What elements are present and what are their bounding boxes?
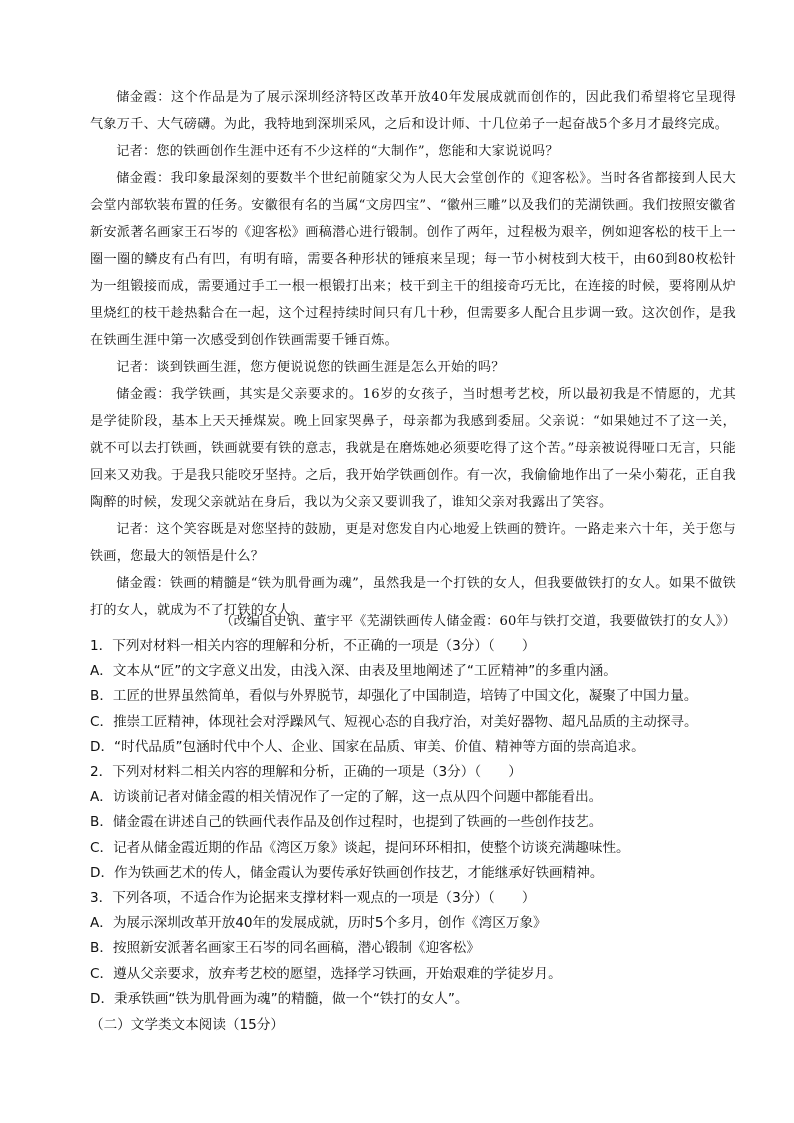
question-option: B．工匠的世界虽然简单，看似与外界脱节，却强化了中国制造，培铸了中国文化，凝聚了中国力量。 xyxy=(90,688,698,705)
question-option: C．遵从父亲要求，放弃考艺校的愿望，选择学习铁画，开始艰难的学徒岁月。 xyxy=(90,965,562,982)
question-option: D．作为铁画艺术的传人，储金霞认为要传承好铁画创作技艺，才能继承好铁画精神。 xyxy=(90,864,604,881)
interview-paragraph: 储金霞：铁画的精髓是“铁为肌骨画为魂”，虽然我是一个打铁的女人，但我要做铁打的女人。如果不做铁打的女人，就成为不了打铁的女人。 xyxy=(90,576,736,618)
interview-paragraph: 记者：这个笑容既是对您坚持的鼓励，更是对您发自内心地爱上铁画的赞许。一路走来六十年，关于您与铁画，您最大的领悟是什么？ xyxy=(90,522,736,564)
question-option: A．访谈前记者对储金霞的相关情况作了一定的了解，这一点从四个问题中都能看出。 xyxy=(90,789,603,806)
interview-paragraph: 记者：谈到铁画生涯，您方便说说您的铁画生涯是怎么开始的吗？ xyxy=(116,360,505,375)
question-option: A．文本从“匠”的文字意义出发，由浅入深、由表及里地阐述了“工匠精神”的多重内涵。 xyxy=(90,663,617,680)
interview-text xyxy=(90,84,736,624)
question-stem: 2．下列对材料二相关内容的理解和分析，正确的一项是（3分）（ ） xyxy=(90,764,522,781)
question-option: D．“时代品质”包涵时代中个人、企业、国家在品质、审美、价值、精神等方面的崇高追求。 xyxy=(90,738,645,755)
question-option: C．记者从储金霞近期的作品《湾区万象》谈起，提问环环相扣，使整个访谈充满趣味性。 xyxy=(90,839,630,856)
section-heading: （二）文学类文本阅读（15分） xyxy=(90,1017,285,1033)
source-citation: （改编自史钒、董宇平《芜湖铁画传人储金霞：60年与铁打交道，我要做铁打的女人》） xyxy=(220,614,736,629)
interview-paragraph: 记者：您的铁画创作生涯中还有不少这样的“大制作”，您能和大家说说吗？ xyxy=(116,144,559,159)
question-list xyxy=(90,634,740,1012)
interview-paragraph: 储金霞：这个作品是为了展示深圳经济特区改革开放40年发展成就而创作的，因此我们希望将它呈现得气象万千、大气磅礴。为此，我特地到深圳采风，之后和设计师、十几位弟子一起奋战5个多月才最终完成。 xyxy=(90,90,736,132)
question-option: A．为展示深圳改革开放40年的发展成就，历时5个多月，创作《湾区万象》 xyxy=(90,915,547,932)
question-option: B．按照新安派著名画家王石岑的同名画稿，潜心锻制《迎客松》 xyxy=(90,940,480,957)
question-option: B．储金霞在讲述自己的铁画代表作品及创作过程时，也提到了铁画的一些创作技艺。 xyxy=(90,814,603,831)
question-stem: 3．下列各项，不适合作为论据来支撑材料一观点的一项是（3分）（ ） xyxy=(90,890,536,907)
question-option: D．秉承铁画“铁为肌骨画为魂”的精髓，做一个“铁打的女人”。 xyxy=(90,990,469,1007)
question-stem: 1．下列对材料一相关内容的理解和分析，不正确的一项是（3分）（ ） xyxy=(90,638,536,654)
interview-paragraph: 储金霞：我印象最深刻的要数半个世纪前随家父为人民大会堂创作的《迎客松》。当时各省都接到人民大会堂内部软装布置的任务。安徽很有名的当属“文房四宝”、“徽州三雕”以及我们的芜湖铁画。我们按照安徽省新安派著名画家王石岑的《迎客松》画稿潜心进行锻制。创作了两年，过程极为艰辛，例如迎客松的枝干上一圈一圈的鳞皮有凸有凹，有明有暗，需要各种形状的锤痕来呈现；每一节小树枝到大枝干，由60到80枚松针为一组锻接而成，需要通过手工一根一根锻打出来；枝干到主干的组接奇巧无比，在连接的时候，要将刚从炉里烧红的枝干趁热黏合在一起，这个过程持续时间只有几十秒，但需要多人配合且步调一致。这次创作，是我在铁画生涯中第一次感受到创作铁画需要千锤百炼。 xyxy=(90,171,736,348)
interview-paragraph: 储金霞：我学铁画，其实是父亲要求的。16岁的女孩子，当时想考艺校，所以最初我是不情愿的，尤其是学徒阶段，基本上天天捶煤炭。晚上回家哭鼻子，母亲都为我感到委屈。父亲说：“如果她过不了这一关，就不可以去打铁画，铁画就要有铁的意志，我就是在磨炼她必须要吃得了这个苦。”母亲被说得哑口无言，只能回来又劝我。于是我只能咬牙坚持。之后，我开始学铁画创作。有一次，我偷偷地作出了一朵小菊花，正自我陶醉的时候，发现父亲就站在身后，我以为父亲又要训我了，谁知父亲对我露出了笑容。 xyxy=(90,387,736,510)
question-option: C．推崇工匠精神，体现社会对浮躁风气、短视心态的自我疗治，对美好器物、超凡品质的主动探寻。 xyxy=(90,713,698,730)
